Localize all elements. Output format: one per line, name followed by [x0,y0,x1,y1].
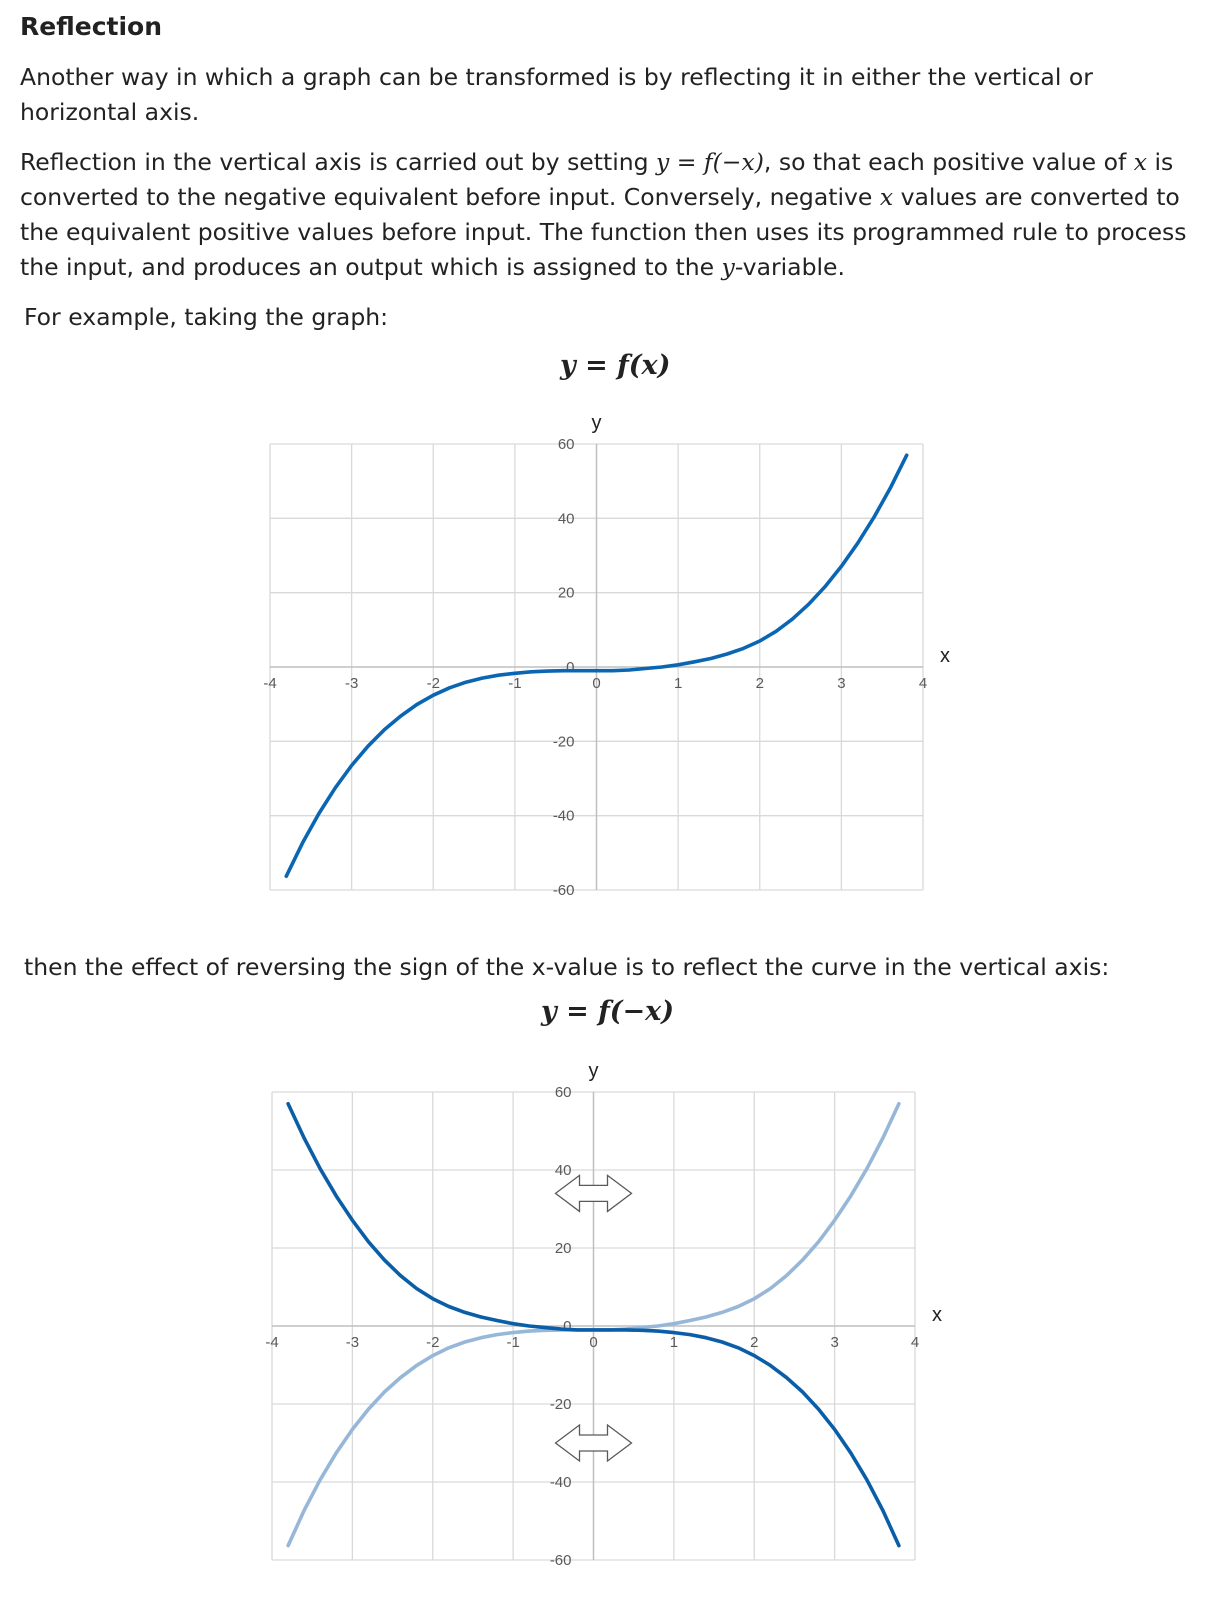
x-tick-label: 3 [837,675,846,692]
y-tick-label: 60 [554,1084,572,1101]
axes [270,444,923,890]
x-tick-label: 2 [750,1334,759,1351]
x-tick-label: -2 [426,1334,440,1351]
x-tick-label: 1 [669,1334,679,1351]
y-tick-label: -20 [552,733,575,751]
y-tick-label: -40 [552,807,575,825]
inline-variable: y [721,253,735,281]
x-tick-label: 2 [755,675,764,692]
inline-variable: x [879,183,894,211]
text-part: Reflection in the vertical axis is carried out by setting [20,148,657,176]
y-tick-label: 40 [557,510,575,528]
x-tick-label: -3 [344,675,359,692]
x-tick-label: -4 [265,1334,279,1351]
vertical-reflection-paragraph [20,145,1200,285]
y-tick-label: -20 [549,1396,572,1413]
x-tick-label: 1 [673,675,683,692]
x-tick-label: -4 [263,675,277,692]
x-tick-label: 0 [589,1334,598,1351]
y-tick-label: -40 [549,1474,572,1491]
text-part: -variable. [734,253,845,281]
intro-paragraph: Another way in which a graph can be transformed is by reflecting it in either the vertical or horizontal axis. [20,63,1093,126]
y-tick-label: 20 [554,1240,572,1257]
text-part: is converted to the negative equivalent before input. Conversely, negative [20,148,1174,211]
x-tick-label: -3 [345,1334,360,1351]
y-tick-label: 60 [557,436,575,453]
x-tick-label: 0 [592,675,601,692]
x-tick-label: -2 [426,675,440,692]
x-axis-label: x [940,645,950,667]
y-tick-label: -60 [552,882,575,899]
x-axis-label: x [932,1304,942,1326]
y-tick-label: -60 [549,1552,572,1569]
x-tick-label: 4 [910,1334,920,1351]
chart-f-minus-x [0,1040,1224,1580]
x-tick-label: -1 [506,1334,520,1351]
axes [272,1092,915,1560]
reflection-explanation: then the effect of reversing the sign of the x-value is to reflect the curve in the vertical axis: [24,953,1110,981]
y-tick-label: 0 [563,1318,572,1335]
y-axis-label: y [591,412,602,434]
inline-variable: x [1133,148,1147,176]
x-tick-label: -1 [508,675,522,692]
text-part: values are converted to the equivalent positive values before input. The function then uses its programmed rule to process the input, and produces an output which is assigned to the [20,183,1187,281]
section-heading: Reflection [20,12,163,41]
y-tick-label: 40 [554,1162,572,1179]
chart-title-f-minus-x: y = f(−x) [541,996,674,1027]
inline-equation: y = f(−x) [656,148,764,176]
chart-fx [0,400,1224,900]
chart-title-fx: y = f(x) [560,350,671,381]
y-axis-label: y [588,1060,599,1082]
y-tick-label: 20 [557,584,575,602]
y-tick-label: 0 [566,659,575,676]
x-tick-label: 3 [830,1334,839,1351]
text-part: , so that each positive value of [763,148,1134,176]
example-intro: For example, taking the graph: [24,303,389,331]
x-tick-label: 4 [918,675,928,692]
